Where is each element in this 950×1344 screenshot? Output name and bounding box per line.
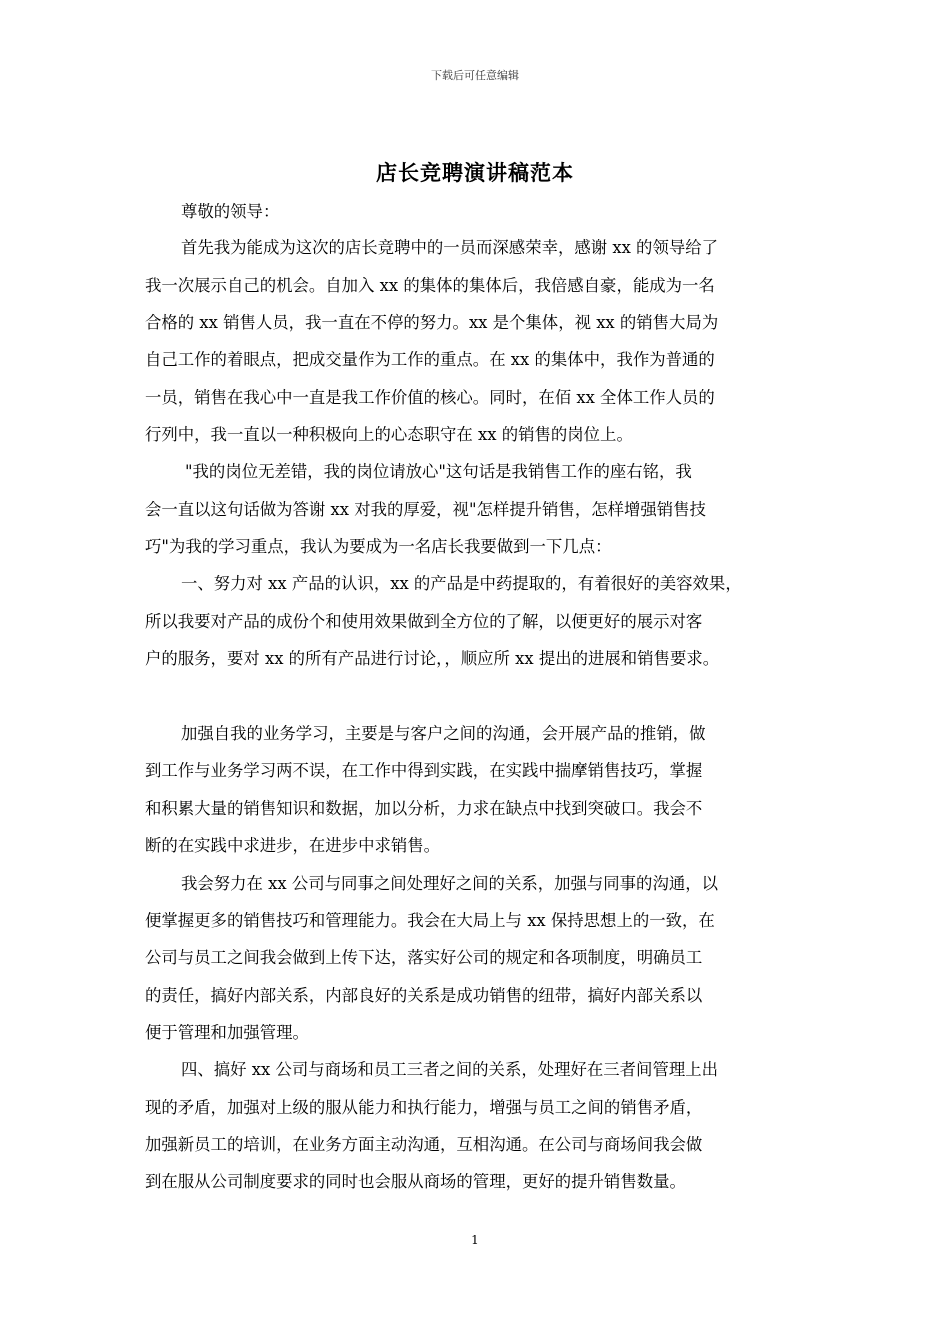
page-number: 1: [471, 1233, 479, 1247]
paragraph-4-line-2: 到工作与业务学习两不误，在工作中得到实践，在实践中揣摩销售技巧，掌握: [145, 761, 703, 780]
paragraph-6-line-3: 加强新员工的培训，在业务方面主动沟通，互相沟通。在公司与商场间我会做: [145, 1135, 703, 1154]
paragraph-1-line-3: 合格的 xx 销售人员，我一直在不停的努力。xx 是个集体，视 xx 的销售大局为: [145, 313, 719, 332]
paragraph-5-line-3: 公司与员工之间我会做到上传下达，落实好公司的规定和各项制度，明确员工: [145, 948, 703, 967]
header-note: 下载后可任意编辑: [431, 69, 519, 82]
paragraph-1-line-4: 自己工作的着眼点，把成交量作为工作的重点。在 xx 的集体中，我作为普通的: [145, 350, 715, 369]
paragraph-4-line-3: 和积累大量的销售知识和数据，加以分析，力求在缺点中找到突破口。我会不: [145, 799, 703, 818]
paragraph-1-line-6: 行列中，我一直以一种积极向上的心态职守在 xx 的销售的岗位上。: [145, 425, 633, 444]
paragraph-6-line-1: 四、搞好 xx 公司与商场和员工三者之间的关系，处理好在三者间管理上出: [181, 1060, 719, 1079]
document-title: 店长竞聘演讲稿范本: [376, 160, 574, 185]
paragraph-4-line-4: 断的在实践中求进步，在进步中求销售。: [145, 836, 441, 855]
paragraph-6-line-2: 现的矛盾，加强对上级的服从能力和执行能力，增强与员工之间的销售矛盾，: [145, 1098, 703, 1117]
paragraph-1-line-5: 一员，销售在我心中一直是我工作价值的核心。同时，在佰 xx 全体工作人员的: [145, 388, 715, 407]
paragraph-2-line-2: 会一直以这句话做为答谢 xx 对我的厚爱，视"怎样提升销售，怎样增强销售技: [145, 500, 706, 519]
paragraph-1-line-2: 我一次展示自己的机会。自加入 xx 的集体的集体后，我倍感自豪，能成为一名: [145, 276, 715, 295]
paragraph-3-line-2: 所以我要对产品的成份个和使用效果做到全方位的了解，以便更好的展示对客: [145, 612, 703, 631]
paragraph-5-line-4: 的责任，搞好内部关系，内部良好的关系是成功销售的纽带，搞好内部关系以: [145, 986, 703, 1005]
paragraph-1-line-1: 首先我为能成为这次的店长竞聘中的一员而深感荣幸，感谢 xx 的领导给了: [181, 238, 719, 257]
paragraph-5-line-2: 便掌握更多的销售技巧和管理能力。我会在大局上与 xx 保持思想上的一致，在: [145, 911, 715, 930]
paragraph-2-line-3: 巧"为我的学习重点，我认为要成为一名店长我要做到一下几点：: [145, 537, 612, 556]
paragraph-5-line-5: 便于管理和加强管理。: [145, 1023, 309, 1042]
paragraph-6-line-4: 到在服从公司制度要求的同时也会服从商场的管理，更好的提升销售数量。: [145, 1172, 686, 1191]
salutation-line: 尊敬的领导：: [181, 202, 280, 221]
paragraph-3-line-3: 户的服务，要对 xx 的所有产品进行讨论，，顺应所 xx 提出的进展和销售要求。: [145, 649, 720, 668]
paragraph-2-line-1: "我的岗位无差错，我的岗位请放心"这句话是我销售工作的座右铭，我: [185, 462, 692, 481]
paragraph-4-line-1: 加强自我的业务学习，主要是与客户之间的沟通，会开展产品的推销，做: [181, 724, 706, 743]
paragraph-3-line-1: 一、努力对 xx 产品的认识，xx 的产品是中药提取的，有着很好的美容效果，: [181, 574, 742, 593]
paragraph-5-line-1: 我会努力在 xx 公司与同事之间处理好之间的关系，加强与同事的沟通，以: [181, 874, 719, 893]
